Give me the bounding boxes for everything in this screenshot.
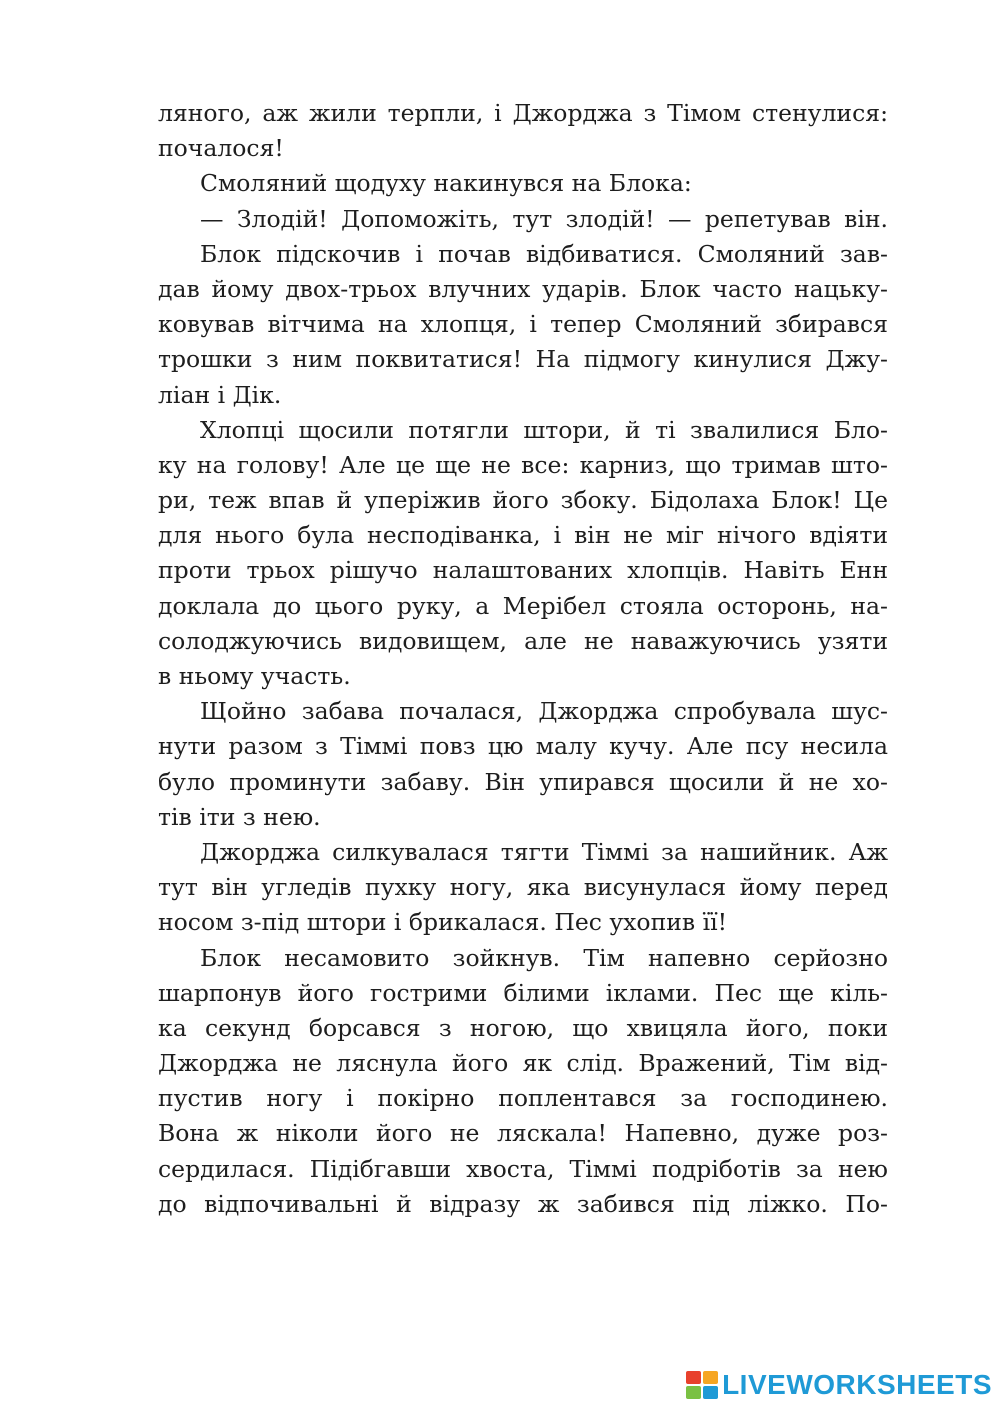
text-line: носом з-під штори і брикалася. Пес ухопив її! — [158, 908, 728, 937]
text-line: дав йому двох-трьох влучних ударів. Блок часто нацьку- — [158, 274, 888, 303]
watermark-text: LIVEWORKSHEETS — [722, 1369, 992, 1400]
text-line: трошки з ним поквитатися! На підмогу кинулися Джу- — [158, 345, 888, 374]
text-line: тут він угледів пухку ногу, яка висунулася йому перед — [158, 873, 888, 902]
text-line: Вона ж ніколи його не ляскала! Напевно, дуже роз- — [158, 1119, 888, 1148]
text-line: доклала до цього руку, а Мерібел стояла осторонь, на- — [158, 591, 888, 620]
text-line: нути разом з Тіммі повз цю малу кучу. Але псу несила — [158, 732, 888, 761]
text-line: Блок підскочив і почав відбиватися. Смоляний зав- — [200, 239, 888, 268]
text-line: пустив ногу і покірно поплентався за господинею. — [158, 1084, 888, 1113]
text-line: Щойно забава почалася, Джорджа спробувала шус- — [200, 697, 888, 726]
text-line: Смоляний щодуху накинувся на Блока: — [200, 169, 692, 198]
text-line: ляного, аж жили терпли, і Джорджа з Тімом стенулися: — [158, 99, 888, 127]
text-line: ліан і Дік. — [158, 380, 282, 409]
text-line: в ньому участь. — [158, 662, 351, 690]
text-line: ковував вітчима на хлопця, і тепер Смоляний збирався — [158, 310, 888, 339]
text-line: до відпочивальні й відразу ж забився під ліжко. По- — [158, 1189, 888, 1218]
text-line: для нього була несподіванка, і він не міг нічого вдіяти — [158, 521, 888, 550]
logo-square-3 — [686, 1386, 701, 1399]
text-line: Джорджа силкувалася тягти Тіммі за нашийник. Аж — [200, 837, 888, 866]
text-line: проти трьох рішучо налаштованих хлопців. Навіть Енн — [158, 556, 888, 585]
text-line: — Злодій! Допоможіть, тут злодій! — репетував він. — [200, 204, 888, 233]
text-line: сердилася. Підібгавши хвоста, Тіммі подріботів за нею — [158, 1154, 888, 1183]
text-line: тів іти з нею. — [158, 802, 321, 831]
text-line: Джорджа не ляснула його як слід. Вражений, Тім від- — [158, 1049, 888, 1078]
text-line: Блок несамовито зойкнув. Тім напевно серйозно — [200, 943, 888, 972]
liveworksheets-watermark — [686, 1365, 992, 1405]
text-line: солоджуючись видовищем, але не наважуючись узяти — [158, 626, 888, 655]
logo-square-2 — [703, 1371, 718, 1384]
logo-square-4 — [703, 1386, 718, 1399]
liveworksheets-logo-icon — [686, 1371, 718, 1399]
page-body-text — [158, 96, 888, 1222]
text-line: ри, теж впав й уперіжив його збоку. Бідолаха Блок! Це — [158, 486, 888, 515]
text-line: було проминути забаву. Він упирався щосили й не хо- — [158, 767, 888, 796]
text-line: Хлопці щосили потягли штори, й ті звалилися Бло- — [200, 415, 888, 444]
text-line: почалося! — [158, 134, 284, 163]
text-line: шарпонув його гострими білими іклами. Пес ще кіль- — [158, 978, 888, 1007]
text-line: ку на голову! Але це ще не все: карниз, що тримав што- — [158, 450, 888, 479]
text-line: ка секунд борсався з ногою, що хвицяла його, поки — [158, 1013, 888, 1042]
logo-square-1 — [686, 1371, 701, 1384]
